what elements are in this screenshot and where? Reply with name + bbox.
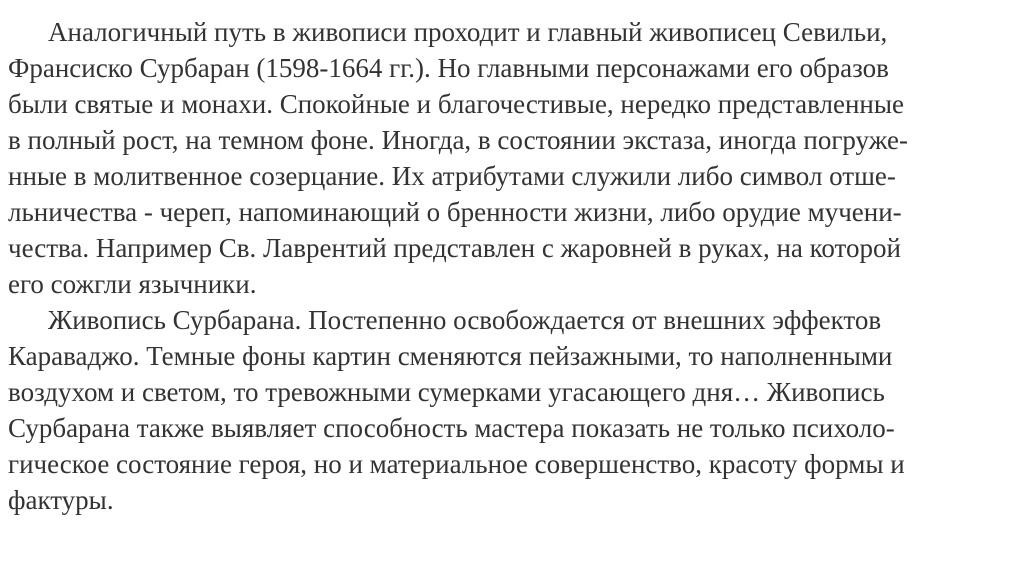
text-line: в полный рост, на темном фоне. Иногда, в состоянии экстаза, иногда погруже- [8,125,908,155]
text-line: гическое состояние героя, но и материальное совершенство, красоту формы и [8,449,905,479]
body-text [8,14,1008,518]
text-line: Сурбарана также выявляет способность мастера показать не только психоло- [8,413,895,443]
text-line: были святые и монахи. Спокойные и благочестивые, нередко представленные [8,89,905,119]
paragraph-zurbaran-subjects [8,14,1008,302]
text-line: Караваджо. Темные фоны картин сменяются пейзажными, то наполненными [8,341,893,371]
text-line: фактуры. [8,485,114,515]
text-line: льничества - череп, напоминающий о бренности жизни, либо орудие мучени- [8,197,902,227]
text-line: его сожгли язычники. [8,269,257,299]
text-line: чества. Например Св. Лаврентий представлен с жаровней в руках, на которой [8,233,901,263]
text-line: нные в молитвенное созерцание. Их атрибутами служили либо символ отше- [8,161,896,191]
text-line: воздухом и светом, то тревожными сумерками угасающего дня… Живопись [8,377,885,407]
text-line: Живопись Сурбарана. Постепенно освобождается от внешних эффектов [48,305,882,335]
text-line: Франсиско Сурбаран (1598-1664 гг.). Но главными персонажами его образов [8,53,889,83]
text-line: Аналогичный путь в живописи проходит и главный живописец Севильи, [48,17,888,47]
paragraph-zurbaran-painting [8,302,1008,518]
